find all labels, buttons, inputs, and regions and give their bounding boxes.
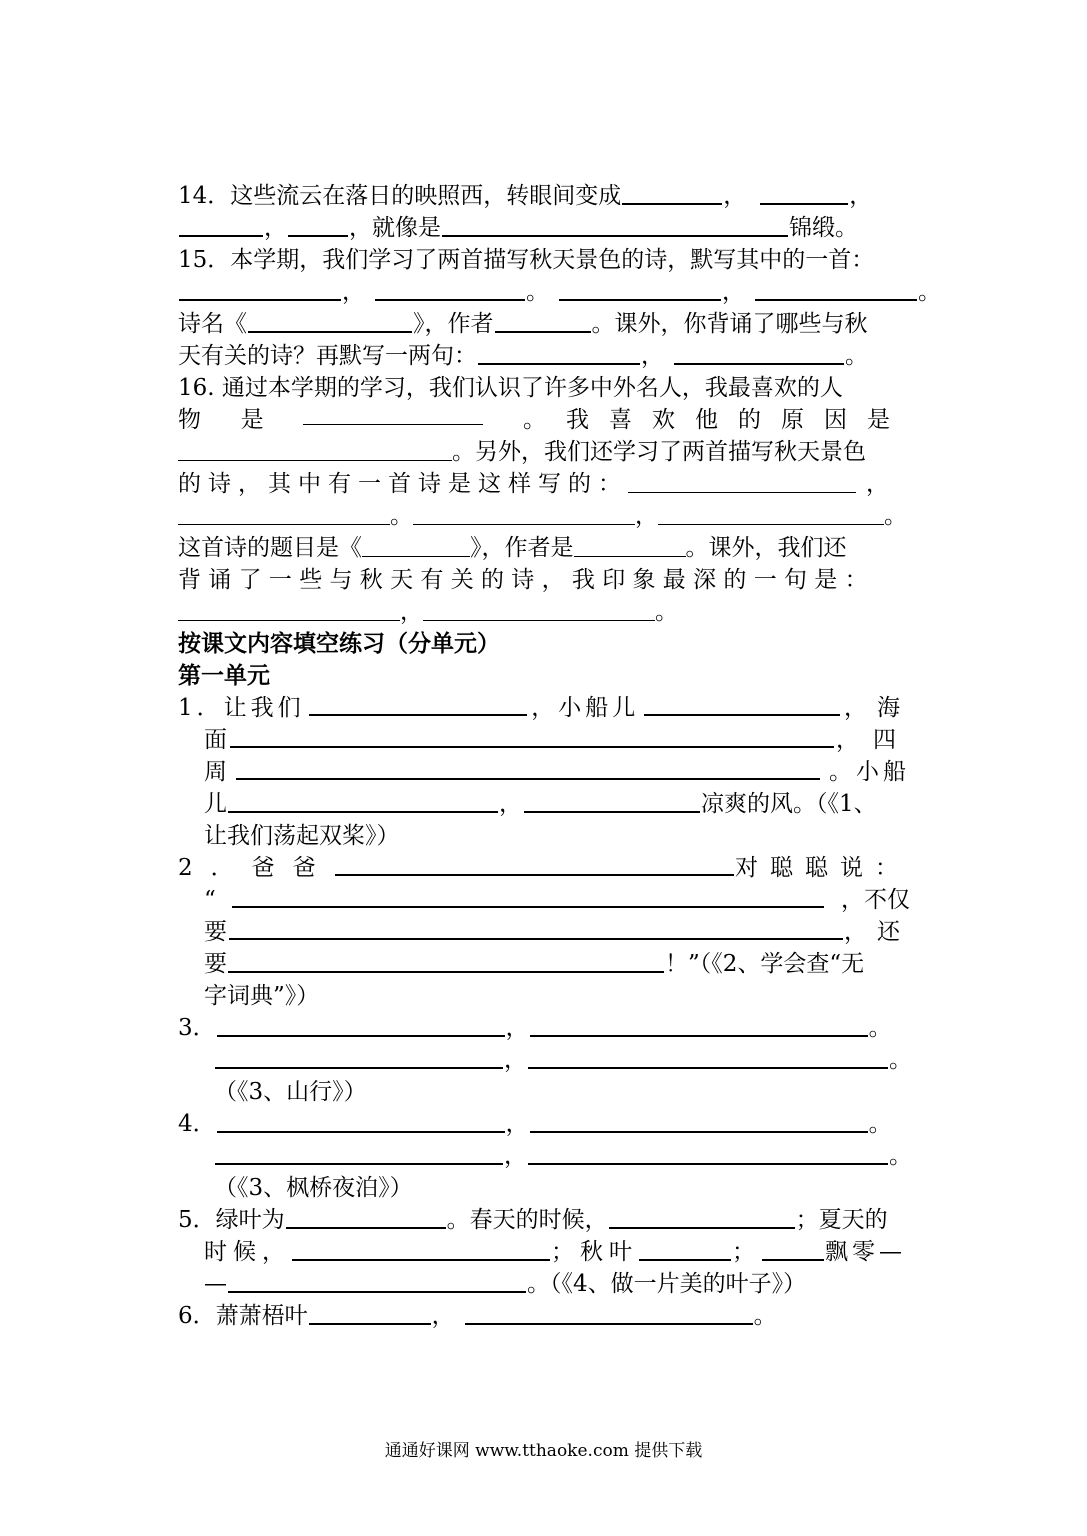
blank[interactable]: [465, 1301, 753, 1325]
blank[interactable]: [303, 404, 483, 425]
u1-q1-line3: 周 。小船: [178, 756, 910, 788]
q16-line8: ， 。: [178, 596, 910, 628]
blank[interactable]: [559, 277, 721, 301]
blank[interactable]: [217, 1109, 505, 1133]
blank[interactable]: [215, 1045, 503, 1069]
unit-title: 第一单元: [178, 662, 270, 689]
q15-line4: 天有关的诗？再默写一两句： ， 。: [178, 343, 868, 369]
q16-line5: 。 ， 。: [178, 500, 910, 532]
q15-line2: ， 。 ， 。: [178, 276, 910, 308]
blank[interactable]: [755, 277, 917, 301]
q16-line6: 这首诗的题目是《 》，作者是 。课外，我们还: [178, 535, 847, 561]
blank[interactable]: [236, 756, 820, 780]
blank[interactable]: [286, 1205, 446, 1229]
blank[interactable]: [309, 1301, 431, 1325]
u1-q1-line2: 面 ，四: [178, 724, 910, 756]
u1-q6-line1: 6．萧萧梧叶 ， 。: [178, 1303, 777, 1329]
blank[interactable]: [762, 1237, 824, 1261]
blank[interactable]: [228, 789, 498, 813]
blank[interactable]: [178, 600, 400, 621]
blank[interactable]: [658, 504, 884, 525]
blank[interactable]: [478, 341, 640, 365]
u1-q2-line4: 要 ！”（《2、学会查“无: [204, 951, 865, 977]
q15-line1: 15．本学期，我们学习了两首描写秋天景色的诗，默写其中的一首：: [178, 247, 875, 273]
blank[interactable]: [292, 1237, 550, 1261]
u1-q1-line4: 儿 ， 凉爽的风。（《1、: [204, 791, 877, 817]
blank[interactable]: [495, 309, 591, 333]
blank[interactable]: [248, 309, 412, 333]
blank[interactable]: [413, 504, 635, 525]
u1-q5-line2: 时候， ；秋叶 ； 飘零—: [204, 1239, 906, 1265]
blank[interactable]: [574, 536, 686, 557]
blank[interactable]: [674, 341, 844, 365]
blank[interactable]: [524, 789, 700, 813]
blank[interactable]: [178, 440, 452, 461]
q15-line3: 诗名《 》，作者 。课外，你背诵了哪些与秋: [178, 311, 868, 337]
blank[interactable]: [335, 852, 734, 876]
q16-line7: 背诵了一些与秋天有关的诗，我印象最深的一句是：: [178, 567, 875, 593]
blank[interactable]: [179, 277, 341, 301]
u1-q3-line3: （《3、山行》）: [214, 1079, 367, 1105]
blank[interactable]: [228, 949, 664, 973]
blank[interactable]: [530, 1109, 868, 1133]
blank[interactable]: [230, 724, 834, 748]
u1-q2-line1: 2．爸爸 对聪聪说：: [178, 852, 910, 884]
blank[interactable]: [309, 692, 527, 716]
q14-line1: 14．这些流云在落日的映照西，转眼间变成 ， ，: [178, 183, 873, 209]
q16-line1: 16. 通过本学期的学习，我们认识了许多中外名人，我最喜欢的人: [178, 375, 843, 401]
u1-q3-line2: ， 。: [178, 1044, 910, 1076]
u1-q2-line5: 字词典”》）: [204, 983, 320, 1009]
blank[interactable]: [528, 1045, 888, 1069]
q14-line2: ， ，就像是 锦缎。: [178, 212, 910, 244]
blank[interactable]: [178, 504, 390, 525]
q16-line2: 物 是 。我喜欢他的原因是: [178, 404, 910, 436]
u1-q4-line3: （《3、枫桥夜泊》）: [214, 1175, 413, 1201]
blank[interactable]: [179, 213, 263, 237]
u1-q5-line1: 5．绿叶为 。春天的时候， ；夏天的: [178, 1207, 888, 1233]
worksheet-page: [178, 180, 941, 1332]
section-title: 按课文内容填空练习（分单元）: [178, 630, 500, 657]
blank[interactable]: [442, 213, 788, 237]
blank[interactable]: [528, 1141, 888, 1165]
u1-q2-line3: 要 ，还: [178, 916, 910, 948]
blank[interactable]: [229, 916, 843, 940]
u1-q2-line2: “ ，不仅: [178, 884, 910, 916]
q16-line4: 的诗，其中有一首诗是这样写的： ，: [178, 471, 889, 497]
blank[interactable]: [760, 181, 848, 205]
u1-q1-line1: 1．让我们 ，小船儿 ，海: [178, 692, 910, 724]
u1-q5-line3: — 。（《4、做一片美的叶子》）: [204, 1271, 807, 1297]
q16-line3: 。另外，我们还学习了两首描写秋天景色: [178, 436, 910, 468]
u1-q4-line2: ， 。: [178, 1140, 910, 1172]
blank[interactable]: [423, 600, 655, 621]
blank[interactable]: [530, 1013, 868, 1037]
blank[interactable]: [622, 181, 722, 205]
u1-q3-line1: 3． ， 。: [178, 1015, 892, 1041]
blank[interactable]: [628, 472, 856, 493]
blank[interactable]: [639, 1237, 731, 1261]
u1-q4-line1: 4． ， 。: [178, 1111, 892, 1137]
blank[interactable]: [288, 213, 348, 237]
blank[interactable]: [232, 884, 824, 908]
blank[interactable]: [228, 1269, 526, 1293]
blank[interactable]: [375, 277, 525, 301]
blank[interactable]: [644, 692, 840, 716]
page-footer: 通通好课网 www.tthaoke.com 提供下载: [384, 1441, 703, 1461]
blank[interactable]: [362, 536, 470, 557]
blank[interactable]: [609, 1205, 795, 1229]
blank[interactable]: [217, 1013, 505, 1037]
blank[interactable]: [215, 1141, 503, 1165]
u1-q1-line5: 让我们荡起双桨》）: [204, 823, 400, 849]
